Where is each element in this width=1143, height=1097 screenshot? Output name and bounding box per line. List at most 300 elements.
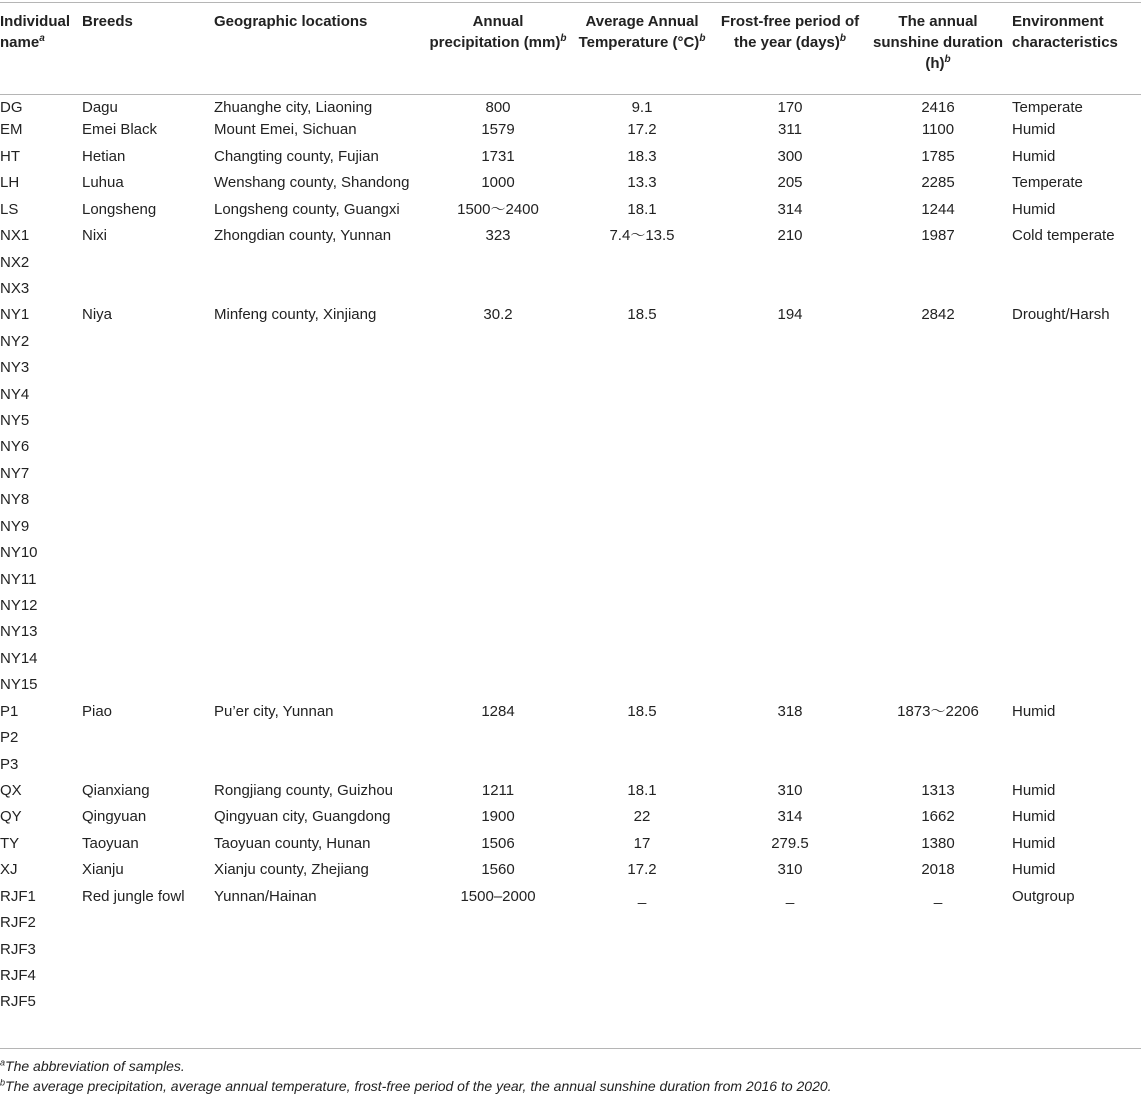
cell-geographic-location: Rongjiang county, Guizhou [214, 781, 394, 799]
table-row [0, 384, 1141, 410]
cell-sunshine-duration [864, 648, 1012, 674]
cell-average-temperature [568, 674, 716, 700]
cell-geographic-location [214, 727, 428, 753]
cell-breed: Emei Black [82, 121, 158, 139]
cell-geographic-location [214, 331, 428, 357]
cell-breed: Dagu [82, 99, 118, 116]
table-row [0, 595, 1141, 621]
cell-breed [82, 965, 214, 991]
table-row [0, 780, 1141, 806]
table-row [0, 674, 1141, 700]
cell-breed [82, 754, 214, 780]
cell-annual-precipitation: 1284 [481, 702, 515, 720]
header-individual-name: Individual name$^a$ [0, 13, 71, 51]
cell-breed: Piao [82, 702, 113, 720]
cell-individual-name: NY2 [0, 332, 30, 350]
cell-sunshine-duration: _ [933, 887, 943, 905]
cell-individual-name: NX3 [0, 279, 30, 297]
cell-breed [82, 410, 214, 436]
cell-individual-name: NX2 [0, 253, 30, 271]
table-row [0, 119, 1141, 145]
cell-geographic-location [214, 436, 428, 462]
cell-average-temperature: 18.5 [627, 702, 657, 720]
cell-geographic-location [214, 912, 428, 938]
cell-geographic-location [214, 463, 428, 489]
cell-breed [82, 991, 214, 1017]
cell-average-temperature: 18.1 [627, 781, 657, 799]
cell-breed: Taoyuan [82, 834, 139, 852]
cell-geographic-location: Taoyuan county, Hunan [214, 834, 371, 852]
cell-average-temperature [568, 516, 716, 542]
cell-sunshine-duration [864, 727, 1012, 753]
cell-average-temperature [568, 621, 716, 647]
cell-individual-name: NX1 [0, 227, 30, 245]
cell-individual-name: NY15 [0, 676, 38, 694]
cell-frost-free-period: 210 [777, 227, 803, 245]
cell-environment [1012, 674, 1141, 700]
cell-average-temperature [568, 384, 716, 410]
cell-annual-precipitation: 323 [485, 227, 511, 245]
cell-environment: Humid [1012, 200, 1056, 218]
cell-individual-name: NY9 [0, 517, 30, 535]
cell-sunshine-duration [864, 912, 1012, 938]
cell-sunshine-duration [864, 965, 1012, 991]
cell-frost-free-period [716, 516, 864, 542]
cell-environment [1012, 542, 1141, 568]
cell-annual-precipitation [428, 569, 568, 595]
cell-average-temperature [568, 357, 716, 383]
table-row [0, 516, 1141, 542]
cell-sunshine-duration [864, 436, 1012, 462]
cell-environment: Cold temperate [1012, 227, 1115, 245]
cell-environment [1012, 569, 1141, 595]
cell-average-temperature [568, 754, 716, 780]
table-row [0, 806, 1141, 832]
cell-sunshine-duration [864, 278, 1012, 304]
cell-breed [82, 252, 214, 278]
cell-individual-name: NY5 [0, 412, 30, 430]
cell-frost-free-period [716, 436, 864, 462]
cell-environment [1012, 991, 1141, 1017]
cell-breed [82, 384, 214, 410]
cell-geographic-location [214, 754, 428, 780]
cell-environment [1012, 727, 1141, 753]
cell-individual-name: P2 [0, 729, 19, 747]
cell-annual-precipitation: 1500～2400 [457, 200, 539, 218]
cell-annual-precipitation: 1000 [481, 174, 515, 192]
cell-individual-name: RJF5 [0, 993, 36, 1011]
cell-breed [82, 569, 214, 595]
cell-sunshine-duration: 1244 [921, 200, 955, 218]
cell-average-temperature [568, 410, 716, 436]
table-row [0, 463, 1141, 489]
cell-annual-precipitation [428, 939, 568, 965]
cell-frost-free-period: 311 [778, 121, 802, 139]
cell-sunshine-duration: 1380 [921, 834, 955, 852]
cell-sunshine-duration: 2416 [921, 99, 955, 116]
cell-breed: Niya [82, 306, 113, 324]
cell-geographic-location: Wenshang county, Shandong [214, 174, 410, 192]
table-row [0, 965, 1141, 991]
cell-frost-free-period [716, 595, 864, 621]
cell-annual-precipitation [428, 278, 568, 304]
cell-sunshine-duration [864, 939, 1012, 965]
cell-frost-free-period [716, 965, 864, 991]
cell-geographic-location [214, 939, 428, 965]
cell-environment [1012, 965, 1141, 991]
cell-frost-free-period [716, 331, 864, 357]
cell-frost-free-period [716, 463, 864, 489]
cell-sunshine-duration [864, 595, 1012, 621]
cell-annual-precipitation [428, 595, 568, 621]
cell-individual-name: NY13 [0, 623, 38, 641]
cell-individual-name: TY [0, 834, 20, 852]
table-row [0, 912, 1141, 938]
table-row [0, 991, 1141, 1017]
cell-environment [1012, 939, 1141, 965]
cell-average-temperature: 18.1 [627, 200, 657, 218]
cell-environment [1012, 754, 1141, 780]
cell-environment [1012, 331, 1141, 357]
data-table [0, 11, 1141, 1018]
cell-individual-name: NY14 [0, 649, 38, 667]
cell-sunshine-duration [864, 357, 1012, 383]
cell-sunshine-duration [864, 754, 1012, 780]
table-row [0, 225, 1141, 251]
cell-average-temperature [568, 648, 716, 674]
cell-frost-free-period [716, 648, 864, 674]
cell-average-temperature [568, 595, 716, 621]
cell-individual-name: NY11 [0, 570, 37, 588]
header-sunshine-duration: The annual sunshine duration $(h)^b$ [872, 13, 1003, 72]
cell-individual-name: RJF2 [0, 914, 36, 932]
cell-geographic-location: Pu’er city, Yunnan [214, 702, 334, 720]
cell-average-temperature: 18.3 [627, 147, 657, 165]
cell-annual-precipitation [428, 516, 568, 542]
table-row [0, 304, 1141, 330]
cell-annual-precipitation [428, 252, 568, 278]
cell-average-temperature [568, 991, 716, 1017]
cell-frost-free-period [716, 621, 864, 647]
cell-average-temperature: 17 [633, 834, 651, 852]
cell-geographic-location: Longsheng county, Guangxi [214, 200, 400, 218]
header-frost-free-period: Frost-free period of the year (days)$^b$ [720, 13, 860, 51]
cell-individual-name: P1 [0, 702, 19, 720]
cell-geographic-location [214, 648, 428, 674]
cell-individual-name: NY10 [0, 544, 38, 562]
cell-breed [82, 648, 214, 674]
header-annual-precipitation: Annual precipitation (mm)$^b$ [429, 13, 567, 51]
cell-geographic-location: Xianju county, Zhejiang [214, 861, 369, 879]
cell-average-temperature [568, 939, 716, 965]
cell-individual-name: NY8 [0, 491, 30, 509]
table-row [0, 701, 1141, 727]
cell-sunshine-duration: 1987 [921, 227, 955, 245]
cell-frost-free-period [716, 278, 864, 304]
cell-breed [82, 278, 214, 304]
cell-frost-free-period: 310 [777, 861, 803, 879]
cell-average-temperature: 9.1 [631, 99, 653, 116]
cell-individual-name: QY [0, 808, 22, 826]
cell-annual-precipitation [428, 542, 568, 568]
table-row [0, 278, 1141, 304]
cell-frost-free-period [716, 252, 864, 278]
table-row [0, 569, 1141, 595]
cell-environment [1012, 648, 1141, 674]
cell-sunshine-duration [864, 621, 1012, 647]
cell-frost-free-period: 205 [777, 174, 803, 192]
cell-breed: Qingyuan [82, 808, 147, 826]
cell-breed: Qianxiang [82, 781, 150, 799]
cell-annual-precipitation [428, 463, 568, 489]
cell-frost-free-period: 300 [777, 147, 803, 165]
cell-annual-precipitation [428, 410, 568, 436]
cell-sunshine-duration [864, 489, 1012, 515]
cell-sunshine-duration: 1313 [921, 781, 955, 799]
cell-average-temperature: 17.2 [627, 121, 657, 139]
cell-frost-free-period [716, 489, 864, 515]
cell-geographic-location [214, 278, 428, 304]
cell-frost-free-period [716, 754, 864, 780]
table-row [0, 172, 1141, 198]
table-row [0, 833, 1141, 859]
cell-geographic-location [214, 516, 428, 542]
table-row [0, 331, 1141, 357]
cell-individual-name: EM [0, 121, 23, 139]
table-row [0, 859, 1141, 885]
cell-individual-name: NY4 [0, 385, 30, 403]
cell-annual-precipitation [428, 436, 568, 462]
cell-environment [1012, 436, 1141, 462]
table-row [0, 146, 1141, 172]
cell-sunshine-duration [864, 569, 1012, 595]
cell-frost-free-period: 279.5 [771, 834, 809, 852]
cell-sunshine-duration: 2842 [921, 306, 955, 324]
cell-breed: Nixi [82, 227, 107, 245]
cell-geographic-location [214, 991, 428, 1017]
cell-breed [82, 939, 214, 965]
cell-average-temperature [568, 436, 716, 462]
footnote-b: $^b$The average precipitation, average annual temperature, frost-free period of the year, the annual sunshine duration from 2016 to 2020. [0, 1077, 832, 1094]
cell-individual-name: NY12 [0, 597, 38, 615]
cell-average-temperature [568, 331, 716, 357]
cell-frost-free-period [716, 357, 864, 383]
table-row [0, 648, 1141, 674]
cell-environment [1012, 595, 1141, 621]
cell-annual-precipitation [428, 489, 568, 515]
cell-geographic-location: Zhongdian county, Yunnan [214, 227, 392, 245]
cell-environment: Temperate [1012, 99, 1083, 116]
bottom-rule [0, 1048, 1141, 1049]
cell-annual-precipitation: 30.2 [483, 306, 513, 324]
cell-breed [82, 489, 214, 515]
cell-individual-name: HT [0, 147, 20, 165]
cell-individual-name: NY7 [0, 464, 30, 482]
cell-environment: Humid [1012, 808, 1056, 826]
cell-annual-precipitation: 1506 [481, 834, 515, 852]
cell-geographic-location [214, 595, 428, 621]
table-body [0, 93, 1141, 1018]
cell-sunshine-duration: 1873～2206 [897, 702, 979, 720]
cell-geographic-location [214, 410, 428, 436]
cell-geographic-location [214, 357, 428, 383]
cell-average-temperature [568, 727, 716, 753]
cell-sunshine-duration [864, 542, 1012, 568]
cell-annual-precipitation: 1560 [481, 861, 515, 879]
cell-average-temperature: 7.4～13.5 [609, 227, 675, 245]
cell-environment: Humid [1012, 121, 1056, 139]
cell-annual-precipitation [428, 384, 568, 410]
cell-individual-name: XJ [0, 861, 18, 879]
cell-environment: Outgroup [1012, 887, 1075, 905]
footnote-a: $^a$The abbreviation of samples. [0, 1057, 185, 1074]
cell-breed: Longsheng [82, 200, 157, 218]
cell-geographic-location: Mount Emei, Sichuan [214, 121, 357, 139]
cell-individual-name: P3 [0, 755, 19, 773]
cell-breed [82, 912, 214, 938]
table-row [0, 542, 1141, 568]
cell-individual-name: LS [0, 200, 19, 218]
cell-breed [82, 595, 214, 621]
table-row [0, 199, 1141, 225]
table-row [0, 436, 1141, 462]
cell-geographic-location [214, 674, 428, 700]
cell-environment [1012, 912, 1141, 938]
table-row [0, 621, 1141, 647]
cell-breed: Xianju [82, 861, 124, 879]
cell-breed [82, 542, 214, 568]
cell-individual-name: NY1 [0, 306, 30, 324]
cell-environment [1012, 621, 1141, 647]
cell-average-temperature [568, 569, 716, 595]
header-average-annual-temperature: Average Annual Temperature $(^\circ C)^b$ [578, 13, 706, 51]
header-environment-characteristics: Environment characteristics [1012, 13, 1118, 51]
table-row [0, 727, 1141, 753]
cell-breed [82, 436, 214, 462]
cell-frost-free-period [716, 569, 864, 595]
cell-breed [82, 463, 214, 489]
cell-breed [82, 357, 214, 383]
cell-annual-precipitation [428, 727, 568, 753]
cell-average-temperature [568, 489, 716, 515]
table-row [0, 754, 1141, 780]
cell-sunshine-duration [864, 252, 1012, 278]
cell-environment [1012, 252, 1141, 278]
cell-annual-precipitation [428, 754, 568, 780]
cell-environment [1012, 410, 1141, 436]
cell-frost-free-period: 194 [777, 306, 803, 324]
cell-environment: Humid [1012, 834, 1056, 852]
cell-annual-precipitation: 1211 [481, 781, 515, 799]
cell-geographic-location [214, 569, 428, 595]
cell-annual-precipitation: 1500–2000 [460, 887, 536, 905]
cell-environment: Drought/Harsh [1012, 306, 1110, 324]
cell-individual-name: RJF1 [0, 887, 36, 905]
cell-frost-free-period [716, 384, 864, 410]
cell-geographic-location: Minfeng county, Xinjiang [214, 306, 377, 324]
cell-breed: Hetian [82, 147, 126, 165]
cell-frost-free-period: 314 [777, 200, 803, 218]
cell-frost-free-period [716, 912, 864, 938]
cell-frost-free-period [716, 410, 864, 436]
cell-geographic-location [214, 252, 428, 278]
cell-frost-free-period: 170 [777, 99, 803, 116]
cell-annual-precipitation [428, 991, 568, 1017]
cell-average-temperature: _ [637, 887, 647, 905]
cell-environment: Humid [1012, 781, 1056, 799]
cell-annual-precipitation [428, 648, 568, 674]
cell-frost-free-period: 318 [777, 702, 803, 720]
cell-average-temperature [568, 965, 716, 991]
cell-sunshine-duration: 1785 [921, 147, 955, 165]
cell-geographic-location [214, 621, 428, 647]
cell-average-temperature [568, 463, 716, 489]
cell-environment: Humid [1012, 702, 1056, 720]
cell-annual-precipitation: 800 [485, 99, 511, 116]
cell-annual-precipitation: 1731 [481, 147, 515, 165]
cell-average-temperature [568, 278, 716, 304]
cell-breed [82, 621, 214, 647]
cell-annual-precipitation [428, 912, 568, 938]
cell-individual-name: NY3 [0, 359, 30, 377]
cell-annual-precipitation [428, 357, 568, 383]
cell-breed [82, 674, 214, 700]
cell-average-temperature: 17.2 [627, 861, 657, 879]
cell-sunshine-duration [864, 463, 1012, 489]
cell-average-temperature: 13.3 [627, 174, 657, 192]
header-breeds: Breeds [82, 13, 133, 30]
cell-environment [1012, 384, 1141, 410]
cell-geographic-location [214, 489, 428, 515]
cell-frost-free-period: _ [785, 887, 795, 905]
cell-environment: Humid [1012, 861, 1056, 879]
cell-annual-precipitation: 1579 [481, 121, 515, 139]
cell-breed [82, 516, 214, 542]
cell-frost-free-period [716, 939, 864, 965]
cell-breed: Luhua [82, 174, 124, 192]
cell-geographic-location: Yunnan/Hainan [214, 887, 317, 905]
cell-individual-name: LH [0, 174, 20, 192]
cell-sunshine-duration [864, 516, 1012, 542]
cell-frost-free-period: 310 [777, 781, 803, 799]
cell-environment [1012, 463, 1141, 489]
cell-individual-name: DG [0, 99, 23, 116]
cell-environment [1012, 516, 1141, 542]
table-row [0, 410, 1141, 436]
cell-breed [82, 727, 214, 753]
cell-sunshine-duration [864, 410, 1012, 436]
cell-individual-name: NY6 [0, 438, 30, 456]
cell-annual-precipitation [428, 331, 568, 357]
cell-frost-free-period [716, 727, 864, 753]
cell-annual-precipitation [428, 621, 568, 647]
cell-average-temperature: 22 [633, 808, 651, 826]
table-row [0, 357, 1141, 383]
cell-average-temperature [568, 542, 716, 568]
cell-individual-name: RJF3 [0, 940, 36, 958]
cell-geographic-location [214, 542, 428, 568]
cell-average-temperature [568, 912, 716, 938]
cell-environment [1012, 278, 1141, 304]
cell-average-temperature: 18.5 [627, 306, 657, 324]
cell-individual-name: RJF4 [0, 966, 36, 984]
cell-sunshine-duration [864, 331, 1012, 357]
table-row [0, 93, 1141, 119]
cell-frost-free-period [716, 542, 864, 568]
cell-sunshine-duration [864, 991, 1012, 1017]
cell-frost-free-period: 314 [777, 808, 803, 826]
cell-annual-precipitation [428, 674, 568, 700]
